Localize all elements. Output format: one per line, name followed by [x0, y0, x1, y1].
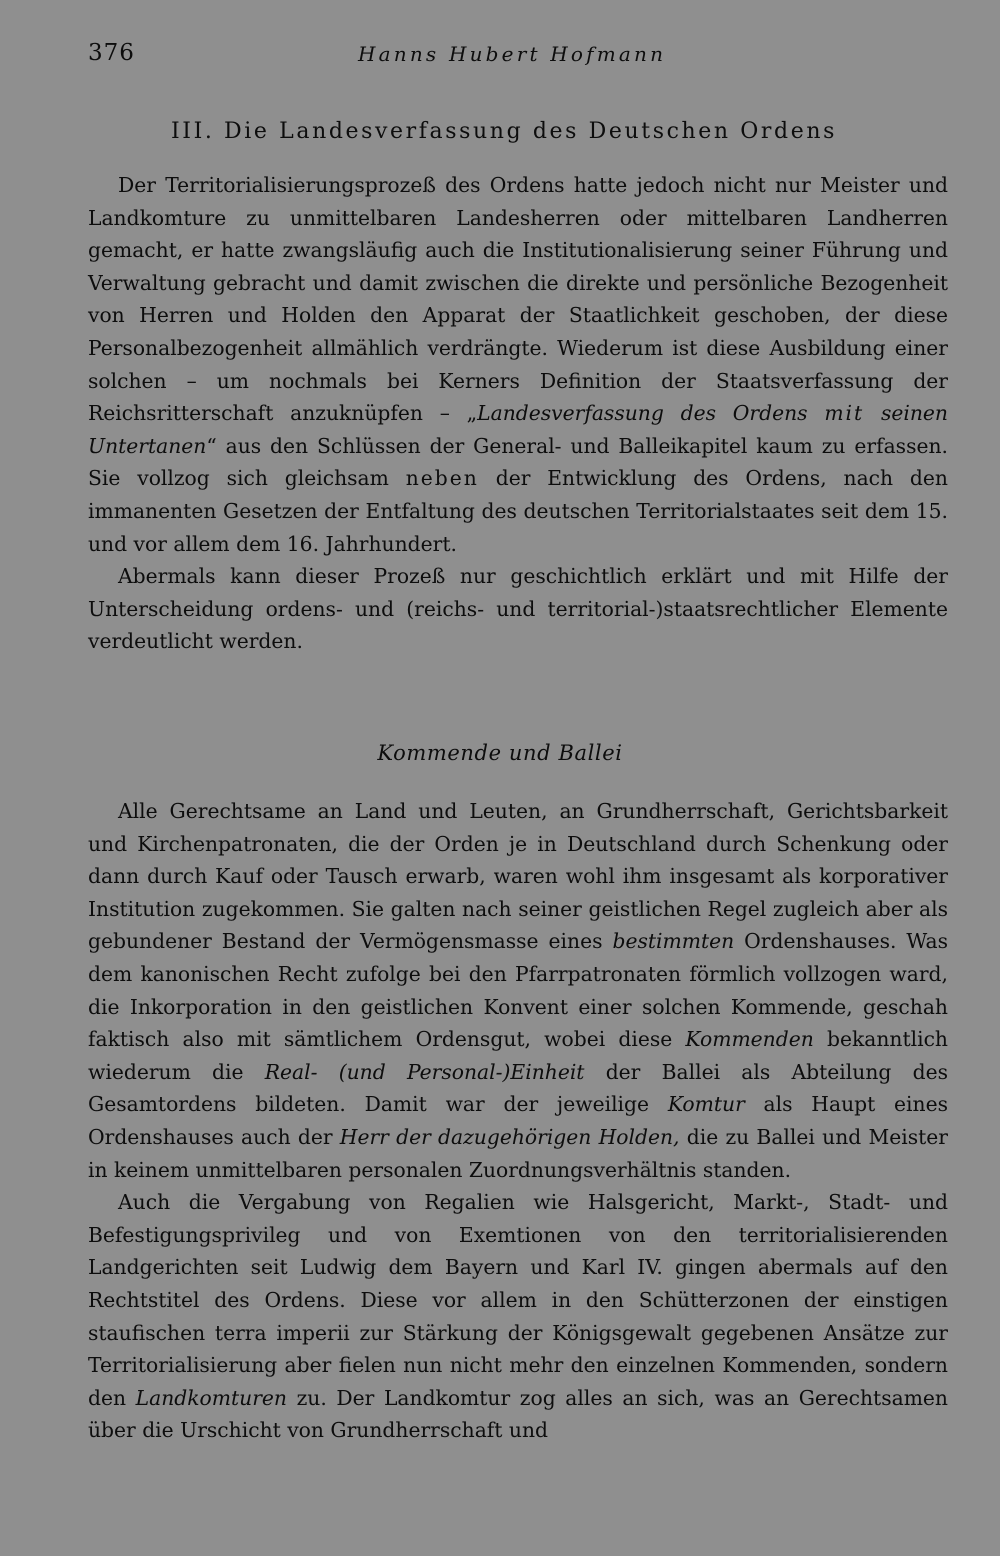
text-run: der Ballei als Abteilung des Gesamtordens bildeten. Damit war der jeweilige: [88, 1059, 948, 1117]
italic-run: Kommenden: [685, 1027, 814, 1052]
text-run: Ordenshauses. Was dem kanonischen Recht zufolge bei den Pfarrpatronaten förmlich vollzogen ward, die Inkorporation in den geistlichen Konvent einer solchen Kommende, geschah faktisch also mit sämtlichem Ordensgut, wobei diese: [88, 929, 948, 1052]
text-run: zu. Der Landkomtur zog alles an sich, was an Gerechtsamen über die Urschicht von Grundherrschaft und: [88, 1385, 948, 1443]
text-run: Auch die Vergabung von Regalien wie Halsgericht, Markt-, Stadt- und Befestigungsprivileg und von Exemtionen von den territorialisierenden Landgerichten seit Ludwig dem Bayern und Karl IV. gingen abermals auf den Rechtstitel des Ordens. Diese vor allem in den Schütterzonen der einstigen staufischen terra imperii zur Stärkung der Königsgewalt gegebenen Ansätze zur Territorialisierung aber fielen nun nicht mehr den einzelnen Kommenden, sondern den: [88, 1190, 948, 1410]
paragraph: [88, 169, 948, 560]
page-number: 376: [88, 40, 135, 66]
section-body: [88, 169, 948, 658]
text-run: als Haupt eines Ordenshauses auch der: [88, 1092, 949, 1149]
section-heading: III. Die Landesverfassung des Deutschen Ordens: [171, 119, 837, 144]
italic-run: bestimmten: [612, 929, 735, 954]
italic-run: Real- (und Personal-)Einheit: [264, 1059, 585, 1084]
italic-run: Herr der dazugehörigen Holden,: [339, 1124, 680, 1149]
text-run: bekanntlich wiederum die: [88, 1027, 948, 1084]
italic-run: Komtur: [667, 1092, 745, 1117]
italic-run: seinen Untertanen: [88, 401, 948, 458]
spaced-run: neben: [405, 466, 479, 491]
text-run: die zu Ballei und Meister in keinem unmittelbaren personalen Zuordnungsverhältnis standen.: [88, 1124, 948, 1182]
paragraph: Abermals kann dieser Prozeß nur geschichtlich erklärt und mit Hilfe der Unterscheidung ordens- und (reichs- und territorial-)staatsrechtlicher Elemente verdeutlicht werden.: [88, 564, 948, 654]
subsection-heading: Kommende und Ballei: [377, 741, 623, 765]
running-title-author: Hanns Hubert Hofmann: [358, 42, 667, 66]
subsection-body: [88, 795, 948, 1447]
text-run: “ aus den Schlüssen der General- und Balleikapitel kaum zu erfassen. Sie vollzog sich gleichsam: [88, 433, 948, 491]
paragraph: [88, 1186, 948, 1447]
italic-run: Landkomturen: [135, 1385, 287, 1410]
paragraph: [88, 795, 948, 1186]
spaced-italic-run: mit: [824, 401, 865, 426]
text-run: Alle Gerechtsame an Land und Leuten, an Grundherrschaft, Gerichtsbarkeit und Kirchenpatronaten, die der Orden je in Deutschland durch Schenkung oder dann durch Kauf oder Tausch erwarb, waren wohl ihm insgesamt als korporativer Institution zugekommen. Sie galten nach seiner geistlichen Regel zugleich aber als gebundener Bestand der Vermögensmasse eines: [88, 799, 948, 954]
running-head: [88, 40, 948, 72]
italic-run: Landesverfassung des Ordens: [477, 401, 808, 426]
text-run: der Entwicklung des Ordens, nach den immanenten Gesetzen der Entfaltung des deutschen Territorialstaates seit dem 15. und vor allem dem 16. Jahrhundert.: [88, 466, 948, 556]
text-run: Der Territorialisierungsprozeß des Ordens hatte jedoch nicht nur Meister und Landkomture zu unmittelbaren Landesherren oder mittelbaren Landherren gemacht, er hatte zwangsläufig auch die Institutionalisierung seiner Führung und Verwaltung gebracht und damit zwischen die direkte und persönliche Bezogenheit von Herren und Holden den Apparat der Staatlichkeit geschoben, der diese Personalbezogenheit allmählich verdrängte. Wiederum ist diese Ausbildung einer solchen – um nochmals bei Kerners Definition der Staatsverfassung der Reichsritterschaft anzuknüpfen – „: [88, 173, 948, 426]
